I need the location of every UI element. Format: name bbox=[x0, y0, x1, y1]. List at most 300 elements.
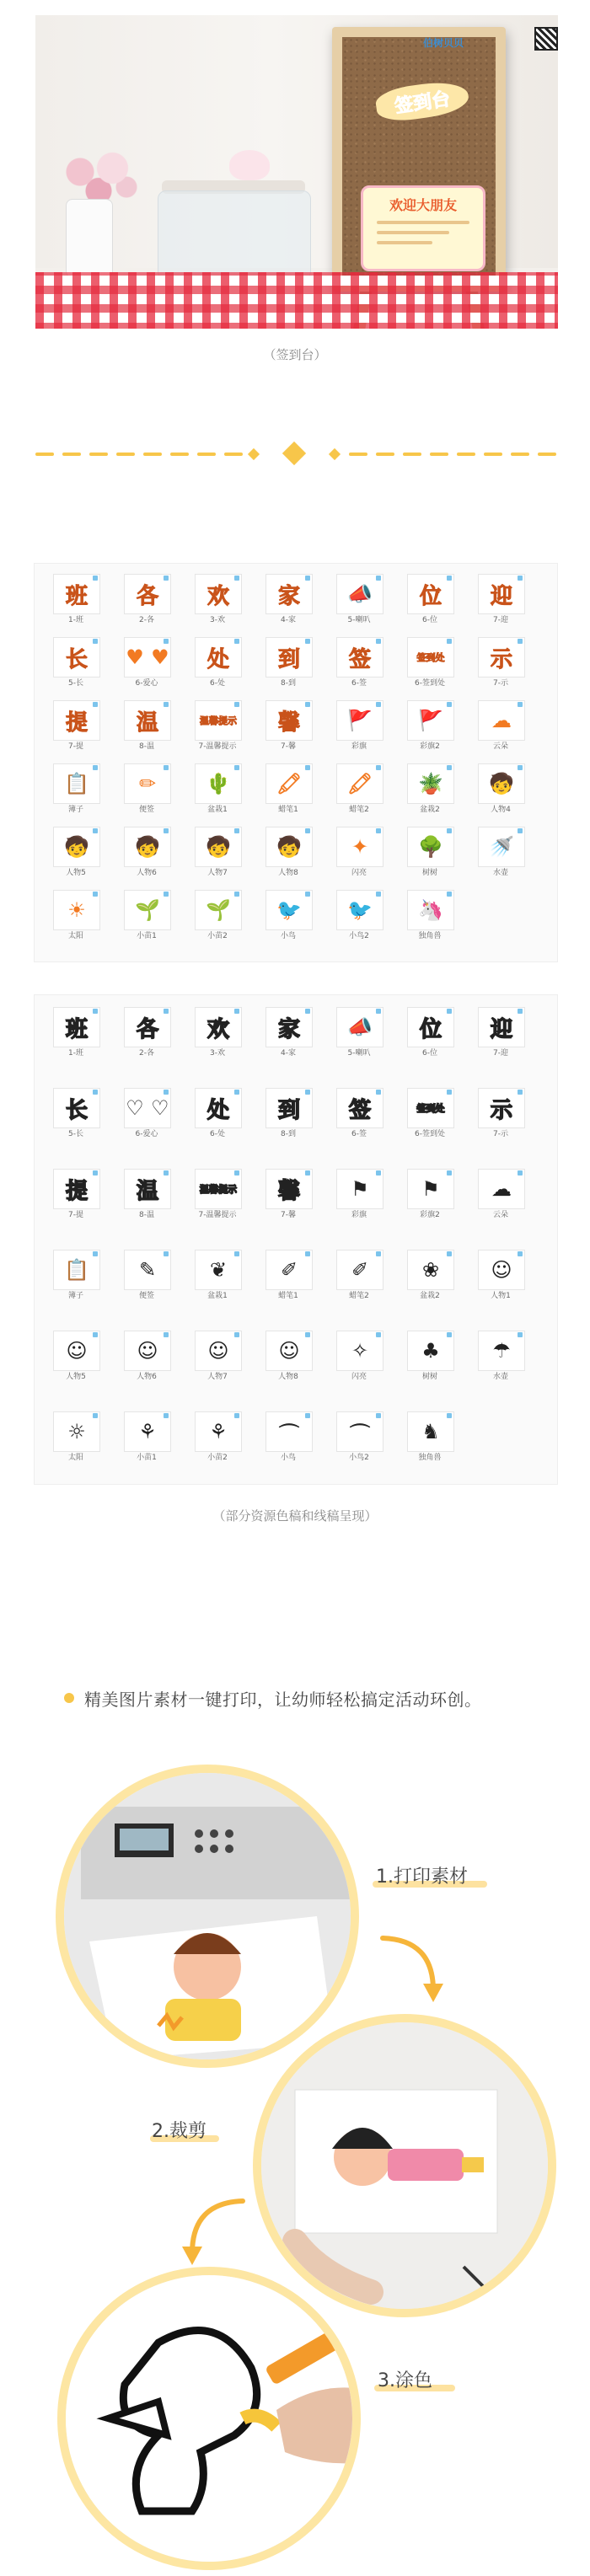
tile-glyph: 提 bbox=[65, 710, 88, 736]
brand-mark-icon bbox=[93, 828, 98, 833]
brand-mark-icon bbox=[234, 576, 239, 581]
character-tile bbox=[266, 700, 313, 741]
tile-glyph: 🌱 bbox=[135, 898, 160, 922]
tile-label: 独角兽 bbox=[418, 932, 442, 940]
tile-glyph: 示 bbox=[490, 646, 512, 672]
brand-mark-icon bbox=[93, 1009, 98, 1014]
resource-cell bbox=[114, 1169, 176, 1221]
tile-glyph: 🚩 bbox=[347, 709, 373, 732]
step-coloring-photo bbox=[57, 2267, 361, 2570]
resource-cell bbox=[468, 1007, 530, 1059]
tile-glyph: 🌵 bbox=[206, 772, 231, 795]
character-tile bbox=[478, 1007, 525, 1047]
brand-mark-icon bbox=[164, 1170, 169, 1176]
tile-label: 闪亮 bbox=[351, 1373, 367, 1381]
tile-glyph: 示 bbox=[490, 1097, 512, 1123]
brand-mark-icon bbox=[93, 892, 98, 897]
divider-dash bbox=[116, 453, 135, 456]
tile-label: 人物1 bbox=[491, 1292, 511, 1300]
resource-cell bbox=[468, 763, 530, 816]
brand-mark-icon bbox=[518, 1090, 523, 1095]
tile-glyph: 📣 bbox=[347, 582, 373, 606]
tree-icon bbox=[407, 827, 454, 867]
divider-dash bbox=[35, 453, 54, 456]
sign-in-board bbox=[332, 27, 506, 292]
tile-glyph: 🧒 bbox=[135, 835, 160, 859]
resource-cell bbox=[326, 1411, 389, 1464]
brand-mark-icon bbox=[93, 1170, 98, 1176]
tile-label: 水壶 bbox=[492, 1373, 508, 1381]
brand-mark-icon bbox=[376, 1009, 381, 1014]
brand-mark-icon bbox=[376, 765, 381, 770]
brand-mark-icon bbox=[376, 1413, 381, 1418]
divider-dash bbox=[538, 453, 556, 456]
tile-label: 1-班 bbox=[68, 1049, 83, 1058]
resource-cell bbox=[185, 827, 247, 879]
resource-cell bbox=[43, 700, 105, 752]
character-tile bbox=[195, 574, 242, 614]
brand-mark-icon bbox=[164, 1413, 169, 1418]
divider-diamond-small bbox=[248, 448, 260, 460]
brand-mark-icon bbox=[518, 702, 523, 707]
resource-cell bbox=[114, 890, 176, 942]
color-draft-grid bbox=[34, 563, 558, 962]
brand-mark-icon bbox=[305, 1009, 310, 1014]
brand-mark-icon bbox=[234, 765, 239, 770]
resource-cell bbox=[397, 1007, 459, 1059]
tile-label: 2-各 bbox=[139, 1049, 154, 1058]
bunting-icon bbox=[407, 1169, 454, 1209]
tile-glyph: 长 bbox=[65, 646, 88, 672]
tile-glyph: 长 bbox=[65, 1097, 88, 1123]
brand-mark-icon bbox=[447, 1413, 452, 1418]
tile-label: 8-温 bbox=[139, 742, 154, 751]
tile-label: 7-温馨提示 bbox=[198, 1211, 237, 1219]
brand-mark-icon bbox=[518, 576, 523, 581]
resource-cell bbox=[255, 827, 318, 879]
tile-glyph: 🌳 bbox=[418, 835, 443, 859]
tile-glyph: ✎ bbox=[138, 1258, 157, 1282]
bunting-icon bbox=[407, 700, 454, 741]
resource-cell bbox=[397, 574, 459, 626]
resource-cell bbox=[185, 700, 247, 752]
resource-cell bbox=[326, 1169, 389, 1221]
bird-icon bbox=[336, 1411, 384, 1452]
resource-cell bbox=[114, 1250, 176, 1302]
brand-logo-text: 伯树贝贝 bbox=[423, 37, 464, 49]
tile-label: 7-温馨提示 bbox=[198, 742, 237, 751]
tile-label: 8-到 bbox=[281, 1130, 296, 1138]
tile-label: 人物5 bbox=[66, 869, 86, 877]
resource-cell bbox=[43, 1088, 105, 1140]
tile-label: 7-迎 bbox=[493, 616, 508, 624]
tile-label: 小鸟2 bbox=[349, 932, 369, 940]
tile-label: 簿子 bbox=[67, 1292, 83, 1300]
tile-glyph: 处 bbox=[206, 646, 229, 672]
tile-glyph: 温 bbox=[136, 710, 158, 736]
resource-cell bbox=[326, 1007, 389, 1059]
printer-icon bbox=[64, 1773, 351, 2059]
divider-dash bbox=[376, 453, 394, 456]
tile-label: 6-签到处 bbox=[415, 1130, 445, 1138]
brand-mark-icon bbox=[376, 639, 381, 644]
divider-diamond-small bbox=[329, 448, 341, 460]
tile-label: 6-爱心 bbox=[135, 1130, 158, 1138]
sun-icon bbox=[53, 1411, 100, 1452]
plant-icon bbox=[407, 763, 454, 804]
resource-cell bbox=[255, 1088, 318, 1140]
character-tile bbox=[195, 1169, 242, 1209]
divider-dash bbox=[484, 453, 502, 456]
brand-mark-icon bbox=[305, 1413, 310, 1418]
resource-cell bbox=[43, 574, 105, 626]
brand-mark-icon bbox=[93, 1251, 98, 1256]
brand-mark-icon bbox=[93, 576, 98, 581]
brand-mark-icon bbox=[234, 892, 239, 897]
megaphone-icon bbox=[336, 574, 384, 614]
step-printer-photo bbox=[56, 1765, 359, 2068]
resource-cell bbox=[255, 574, 318, 626]
brand-logo bbox=[423, 32, 548, 57]
brand-mark-icon bbox=[447, 702, 452, 707]
tile-glyph: ✐ bbox=[280, 1258, 298, 1282]
brand-mark-icon bbox=[305, 1251, 310, 1256]
tile-glyph: ⚑ bbox=[421, 1177, 440, 1201]
resource-cell bbox=[114, 637, 176, 689]
tile-label: 6-签到处 bbox=[415, 679, 445, 688]
character-tile bbox=[266, 1169, 313, 1209]
tile-label: 6-位 bbox=[422, 616, 437, 624]
brand-mark-icon bbox=[447, 828, 452, 833]
resource-cell bbox=[326, 827, 389, 879]
tile-label: 盆栽2 bbox=[420, 1292, 440, 1300]
tile-glyph: ⌒ bbox=[350, 1422, 370, 1446]
tile-label: 人物8 bbox=[278, 869, 298, 877]
tile-label: 5-长 bbox=[68, 679, 83, 688]
brand-mark-icon bbox=[234, 639, 239, 644]
cactus-icon bbox=[195, 763, 242, 804]
tile-glyph: ✐ bbox=[351, 1258, 369, 1282]
tile-label: 蜡笔2 bbox=[349, 1292, 369, 1300]
tile-label: 水壶 bbox=[492, 869, 508, 877]
character-tile bbox=[407, 1007, 454, 1047]
brand-mark-icon bbox=[93, 1332, 98, 1337]
brand-mark-icon bbox=[518, 1332, 523, 1337]
board-title: 签到台 bbox=[393, 88, 452, 117]
character-tile bbox=[195, 1007, 242, 1047]
tile-label: 便签 bbox=[138, 806, 154, 814]
text-line bbox=[377, 221, 469, 224]
tile-glyph: ☺ bbox=[137, 1339, 158, 1363]
divider-dash bbox=[457, 453, 475, 456]
crayon-icon bbox=[336, 763, 384, 804]
resource-cell bbox=[326, 890, 389, 942]
resource-cell bbox=[255, 700, 318, 752]
resource-cell bbox=[397, 700, 459, 752]
resource-cell bbox=[468, 1169, 530, 1221]
resource-cell bbox=[114, 763, 176, 816]
character-tile bbox=[407, 1088, 454, 1128]
tile-label: 彩旗2 bbox=[420, 1211, 440, 1219]
brand-mark-icon bbox=[376, 702, 381, 707]
scissors-icon bbox=[261, 2022, 548, 2309]
brand-mark-icon bbox=[447, 765, 452, 770]
tile-label: 4-家 bbox=[281, 616, 296, 624]
bird-icon bbox=[266, 890, 313, 930]
tile-glyph: ✦ bbox=[351, 835, 369, 859]
tile-label: 云朵 bbox=[492, 742, 508, 751]
resource-cell bbox=[255, 1007, 318, 1059]
resource-cell bbox=[255, 637, 318, 689]
resource-cell bbox=[326, 1088, 389, 1140]
tile-glyph: 🪴 bbox=[418, 772, 443, 795]
resource-cell bbox=[185, 1331, 247, 1383]
brand-mark-icon bbox=[518, 828, 523, 833]
plant-icon bbox=[407, 1250, 454, 1290]
brand-mark-icon bbox=[447, 1009, 452, 1014]
resource-cell bbox=[185, 1088, 247, 1140]
tile-glyph: 📋 bbox=[64, 1258, 89, 1282]
brand-mark-icon bbox=[164, 892, 169, 897]
resource-cell bbox=[326, 763, 389, 816]
character-tile bbox=[53, 1169, 100, 1209]
pencil-icon bbox=[124, 763, 171, 804]
tile-glyph: 🖍 bbox=[276, 772, 303, 795]
brand-mark-icon bbox=[234, 1009, 239, 1014]
resource-cell bbox=[397, 637, 459, 689]
tile-label: 5-长 bbox=[68, 1130, 83, 1138]
tile-label: 盆栽2 bbox=[420, 806, 440, 814]
tile-glyph: 提 bbox=[65, 1178, 88, 1204]
tile-glyph: ⚘ bbox=[138, 1420, 157, 1443]
tile-label: 7-示 bbox=[493, 679, 508, 688]
tile-label: 人物4 bbox=[491, 806, 511, 814]
tile-glyph: 到 bbox=[277, 1097, 300, 1123]
tile-glyph: 🖍 bbox=[346, 772, 373, 795]
welcome-card bbox=[361, 185, 485, 271]
tile-glyph: 家 bbox=[277, 583, 300, 609]
tile-label: 太阳 bbox=[67, 932, 83, 940]
resource-cell bbox=[255, 1411, 318, 1464]
resource-cell bbox=[326, 1250, 389, 1302]
character-tile bbox=[53, 1007, 100, 1047]
brand-mark-icon bbox=[234, 1170, 239, 1176]
resource-cell bbox=[114, 700, 176, 752]
hero-caption: （签到台） bbox=[263, 347, 327, 362]
divider-diamond-large bbox=[282, 442, 306, 465]
brand-mark-icon bbox=[164, 1090, 169, 1095]
tile-label: 人物6 bbox=[137, 1373, 157, 1381]
cloud-icon bbox=[478, 1169, 525, 1209]
brand-mark-icon bbox=[164, 1251, 169, 1256]
resource-cell bbox=[114, 1331, 176, 1383]
tile-label: 1-班 bbox=[68, 616, 83, 624]
character-tile bbox=[266, 574, 313, 614]
character-tile bbox=[478, 1088, 525, 1128]
brand-mark-icon bbox=[447, 1170, 452, 1176]
brand-mark-icon bbox=[93, 1090, 98, 1095]
resource-cell bbox=[468, 1250, 530, 1302]
teapot bbox=[229, 150, 270, 180]
brand-mark-icon bbox=[376, 576, 381, 581]
kid-icon bbox=[124, 1331, 171, 1371]
resource-cell bbox=[114, 1088, 176, 1140]
resource-cell bbox=[326, 574, 389, 626]
character-tile bbox=[53, 637, 100, 677]
brand-mark-icon bbox=[164, 1009, 169, 1014]
resource-cell bbox=[43, 763, 105, 816]
kid-icon bbox=[266, 1331, 313, 1371]
tile-glyph: 温馨提示 bbox=[200, 715, 237, 726]
tile-label: 小鸟 bbox=[280, 1454, 296, 1462]
brand-mark-icon bbox=[234, 1413, 239, 1418]
tile-label: 5-喇叭 bbox=[347, 1049, 371, 1058]
tile-glyph: 🌱 bbox=[206, 898, 231, 922]
bullet-dot bbox=[64, 1693, 74, 1703]
tile-glyph: 各 bbox=[136, 1016, 158, 1042]
character-tile bbox=[124, 700, 171, 741]
divider-dash bbox=[403, 453, 421, 456]
tile-glyph: 🧒 bbox=[206, 835, 231, 859]
tile-glyph: ⌒ bbox=[279, 1422, 299, 1446]
character-tile bbox=[195, 637, 242, 677]
brand-mark-icon bbox=[305, 702, 310, 707]
brand-mark-icon bbox=[447, 1251, 452, 1256]
megaphone-icon bbox=[336, 1007, 384, 1047]
tile-glyph: 馨 bbox=[277, 1178, 300, 1204]
resource-cell bbox=[185, 890, 247, 942]
tile-glyph: ♣ bbox=[421, 1339, 440, 1363]
tile-glyph: ⚘ bbox=[209, 1420, 228, 1443]
tile-label: 蜡笔1 bbox=[278, 806, 298, 814]
sprout-icon bbox=[124, 890, 171, 930]
tile-glyph: ☁ bbox=[491, 709, 512, 732]
brand-mark-icon bbox=[164, 1332, 169, 1337]
brand-mark-icon bbox=[305, 765, 310, 770]
divider-dash bbox=[89, 453, 108, 456]
tile-label: 小鸟2 bbox=[349, 1454, 369, 1462]
tile-label: 闪亮 bbox=[351, 869, 367, 877]
character-tile bbox=[266, 1088, 313, 1128]
tile-glyph: ❦ bbox=[209, 1258, 228, 1282]
tree-icon bbox=[407, 1331, 454, 1371]
brand-mark-icon bbox=[305, 1170, 310, 1176]
brand-mark-icon bbox=[447, 639, 452, 644]
kid-icon bbox=[195, 1331, 242, 1371]
resource-cell bbox=[326, 1331, 389, 1383]
resource-cell bbox=[397, 1169, 459, 1221]
curved-arrow-icon bbox=[175, 2194, 251, 2270]
text-line bbox=[377, 241, 432, 244]
brand-mark-icon bbox=[447, 1332, 452, 1337]
resource-cell bbox=[185, 574, 247, 626]
welcome-title: 欢迎大朋友 bbox=[389, 197, 457, 213]
brand-mark-icon bbox=[234, 702, 239, 707]
resource-cell bbox=[43, 827, 105, 879]
watering-can-icon bbox=[478, 827, 525, 867]
notebook-icon bbox=[53, 763, 100, 804]
kid-icon bbox=[195, 827, 242, 867]
resource-cell bbox=[185, 1411, 247, 1464]
tile-glyph: 馨 bbox=[277, 710, 300, 736]
tile-glyph: 温 bbox=[136, 1178, 158, 1204]
brand-mark-icon bbox=[305, 892, 310, 897]
character-tile bbox=[195, 700, 242, 741]
tile-glyph: 🚩 bbox=[418, 709, 443, 732]
tile-label: 6-签 bbox=[351, 1130, 367, 1138]
resource-cell bbox=[185, 1007, 247, 1059]
brand-mark-icon bbox=[234, 1090, 239, 1095]
tile-glyph: 签到处 bbox=[416, 652, 445, 663]
resource-cell bbox=[43, 1250, 105, 1302]
kid-icon bbox=[478, 1250, 525, 1290]
tile-glyph: 🚿 bbox=[489, 835, 514, 859]
tile-label: 小苗2 bbox=[207, 1454, 228, 1462]
brand-mark-icon bbox=[376, 828, 381, 833]
resource-cell bbox=[397, 763, 459, 816]
tile-glyph: 🧒 bbox=[489, 772, 514, 795]
tile-glyph: ☺ bbox=[66, 1339, 88, 1363]
character-tile bbox=[478, 574, 525, 614]
resource-cell bbox=[185, 1250, 247, 1302]
divider-dash bbox=[197, 453, 216, 456]
brand-mark-icon bbox=[164, 639, 169, 644]
bird-icon bbox=[336, 890, 384, 930]
tile-glyph: 🐦 bbox=[347, 898, 373, 922]
brand-mark-icon bbox=[376, 1090, 381, 1095]
text-line bbox=[377, 231, 449, 234]
character-tile bbox=[266, 637, 313, 677]
resource-cell bbox=[185, 637, 247, 689]
character-tile bbox=[124, 1007, 171, 1047]
tile-label: 盆栽1 bbox=[207, 806, 228, 814]
tile-glyph: ✧ bbox=[351, 1339, 369, 1363]
brand-mark-icon bbox=[164, 765, 169, 770]
tile-glyph: 班 bbox=[65, 583, 88, 609]
tile-glyph: 🧒 bbox=[276, 835, 302, 859]
tile-glyph: ☺ bbox=[207, 1339, 229, 1363]
coloring-icon bbox=[66, 2275, 352, 2562]
tile-glyph: 位 bbox=[419, 583, 442, 609]
brand-mark-icon bbox=[234, 828, 239, 833]
tile-glyph: 迎 bbox=[490, 1016, 512, 1042]
cloud-icon bbox=[478, 700, 525, 741]
step-2-label: 2.裁剪 bbox=[152, 2121, 206, 2142]
tile-label: 7-迎 bbox=[493, 1049, 508, 1058]
resource-cell bbox=[397, 1411, 459, 1464]
tile-label: 2-各 bbox=[139, 616, 154, 624]
cork-board bbox=[342, 37, 496, 281]
tile-glyph: ♡ ♡ bbox=[126, 1096, 169, 1120]
brand-mark-icon bbox=[518, 1251, 523, 1256]
tile-label: 6-处 bbox=[210, 1130, 225, 1138]
tile-label: 6-签 bbox=[351, 679, 367, 688]
board-title-badge bbox=[374, 78, 470, 125]
resource-cell bbox=[43, 1007, 105, 1059]
tile-label: 7-示 bbox=[493, 1130, 508, 1138]
brand-mark-icon bbox=[518, 1009, 523, 1014]
tile-label: 彩旗 bbox=[351, 1211, 367, 1219]
tile-glyph: 迎 bbox=[490, 583, 512, 609]
tile-glyph: ☁ bbox=[491, 1177, 512, 1201]
tile-label: 4-家 bbox=[281, 1049, 296, 1058]
tile-glyph: 温馨提示 bbox=[200, 1184, 237, 1195]
divider-dash bbox=[430, 453, 448, 456]
tile-label: 8-温 bbox=[139, 1211, 154, 1219]
tile-label: 3-欢 bbox=[210, 616, 225, 624]
resource-cell bbox=[43, 890, 105, 942]
step-3-label: 3.涂色 bbox=[378, 2370, 432, 2391]
